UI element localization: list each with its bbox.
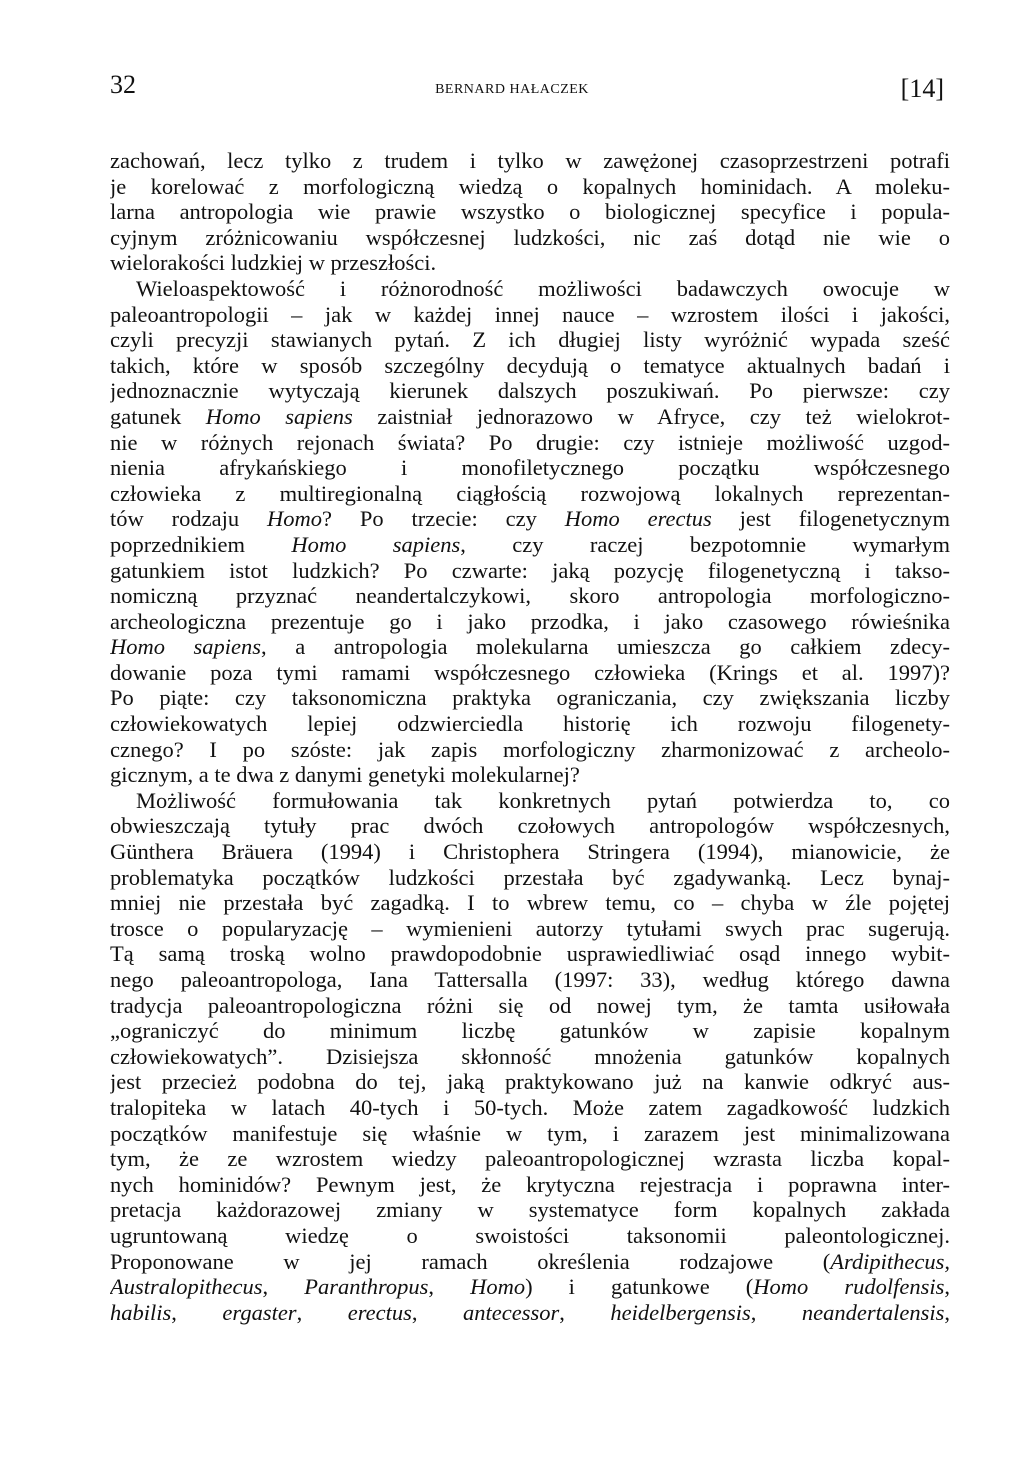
text-line: gatunkiem istot ludzkich? Po czwarte: jaką pozycję filogenetyczną i takso- (110, 557, 950, 583)
text-line: człowiekowatych”. Dzisiejsza skłonność mnożenia gatunków kopalnych (110, 1043, 950, 1069)
text-line: nienia afrykańskiego i monofiletycznego początku współczesnego (110, 455, 950, 481)
body-text (110, 148, 950, 1325)
text-line: Australopithecus, Paranthropus, Homo) i gatunkowe (Homo rudolfensis, (110, 1274, 950, 1300)
text-line: larna antropologia wie prawie wszystko o biologicznej specyfice i popula- (110, 199, 950, 225)
text-line: tralopiteka w latach 40-tych i 50-tych. Może zatem zagadkowość ludzkich (110, 1094, 950, 1120)
text-line: problematyka początków ludzkości przestała być zgadywanką. Lecz bynaj- (110, 864, 950, 890)
text-line: ugruntowaną wiedzę o swoistości taksonomii paleontologicznej. (110, 1222, 950, 1248)
text-line: Proponowane w jej ramach określenia rodzajowe (Ardipithecus, (110, 1248, 950, 1274)
text-line: habilis, ergaster, erectus, antecessor, heidelbergensis, neandertalensis, (110, 1299, 950, 1325)
text-line: nego paleoantropologa, Iana Tattersalla (1997: 33), według którego dawna (110, 967, 950, 992)
text-line: zachowań, lecz tylko z trudem i tylko w zawężonej czasoprzestrzeni potrafi (110, 148, 950, 173)
text-line: takich, które w sposób szczególny decydują o tematyce aktualnych badań i (110, 352, 950, 378)
text-line: archeologiczna prezentuje go i jako przodka, i jako czasowego rówieśnika (110, 608, 950, 634)
text-line: tradycja paleoantropologiczna różni się od nowej tym, że tamta usiłowała (110, 992, 950, 1018)
text-line: Wieloaspektowość i różnorodność możliwości badawczych owocuje w (136, 275, 950, 301)
text-line: „ograniczyć do minimum liczbę gatunków w zapisie kopalnym (110, 1018, 950, 1044)
text-line: Günthera Bräuera (1994) i Christophera Stringera (1994), mianowicie, że (110, 839, 950, 865)
text-line: gatunek Homo sapiens zaistniał jednorazowo w Afryce, czy też wielokrot- (110, 403, 950, 429)
text-line: nie w różnych rejonach świata? Po drugie: czy istnieje możliwość uzgod- (110, 429, 950, 455)
text-line: początków manifestuje się właśnie w tym, i zarazem jest minimalizowana (110, 1120, 950, 1146)
section-reference: [14] (900, 74, 944, 103)
text-line: Tą samą troską wolno prawdopodobnie usprawiedliwiać osąd innego wybit- (110, 941, 950, 967)
text-line: cznego? I po szóste: jak zapis morfologiczny zharmonizować z archeolo- (110, 736, 950, 762)
text-line: tym, że ze wzrostem wiedzy paleoantropologicznej wzrasta liczba kopal- (110, 1146, 950, 1172)
text-line: dowanie poza tymi ramami współczesnego człowieka (Krings et al. 1997)? (110, 659, 950, 685)
text-line: Homo sapiens, a antropologia molekularna umieszcza go całkiem zdecy- (110, 634, 950, 660)
text-line: Po piąte: czy taksonomiczna praktyka ograniczania, czy zwiększania liczby (110, 685, 950, 711)
text-line: tów rodzaju Homo? Po trzecie: czy Homo erectus jest filogenetycznym (110, 506, 950, 532)
text-line: wielorakości ludzkiej w przeszłości. (110, 250, 437, 276)
page-header (0, 70, 1024, 110)
text-line: człowieka z multiregionalną ciągłością rozwojową lokalnych reprezentan- (110, 480, 950, 506)
text-line: pretacja każdorazowej zmiany w systematyce form kopalnych zakłada (110, 1197, 950, 1223)
text-line: jest przecież podobna do tej, jaką praktykowano już na kanwie odkryć aus- (110, 1069, 950, 1095)
running-title: BERNARD HAŁACZEK (435, 82, 589, 97)
text-line: paleoantropologii – jak w każdej innej nauce – wzrostem ilości i jakości, (110, 301, 950, 327)
text-line: człowiekowatych lepiej odzwierciedla historię ich rozwoju filogenety- (110, 711, 950, 737)
text-line: cyjnym zróżnicowaniu współczesnej ludzkości, nic zaś dotąd nie wie o (110, 224, 950, 250)
page-number: 32 (110, 70, 136, 99)
text-line: mniej nie przestała być zagadką. I to wbrew temu, co – chyba w źle pojętej (110, 890, 950, 916)
text-line: nomiczną przyznać neandertalczykowi, skoro antropologia morfologiczno- (110, 583, 950, 609)
text-line: nych hominidów? Pewnym jest, że krytyczna rejestracja i poprawna inter- (110, 1171, 950, 1197)
text-line: jednoznacznie wytyczają kierunek dalszych poszukiwań. Po pierwsze: czy (110, 378, 950, 404)
text-line: gicznym, a te dwa z danymi genetyki molekularnej? (110, 762, 580, 788)
text-line: je korelować z morfologiczną wiedzą o kopalnych hominidach. A moleku- (110, 173, 950, 199)
text-line: Możliwość formułowania tak konkretnych pytań potwierdza to, co (136, 787, 950, 813)
text-line: trosce o popularyzację – wymienieni autorzy tytułami swych prac sugerują. (110, 915, 950, 941)
text-line: poprzednikiem Homo sapiens, czy raczej bezpotomnie wymarłym (110, 531, 950, 557)
text-line: obwieszczają tytuły prac dwóch czołowych antropologów współczesnych, (110, 813, 950, 839)
text-line: czyli precyzji stawianych pytań. Z ich długiej listy wyróżnić wypada sześć (110, 327, 950, 353)
